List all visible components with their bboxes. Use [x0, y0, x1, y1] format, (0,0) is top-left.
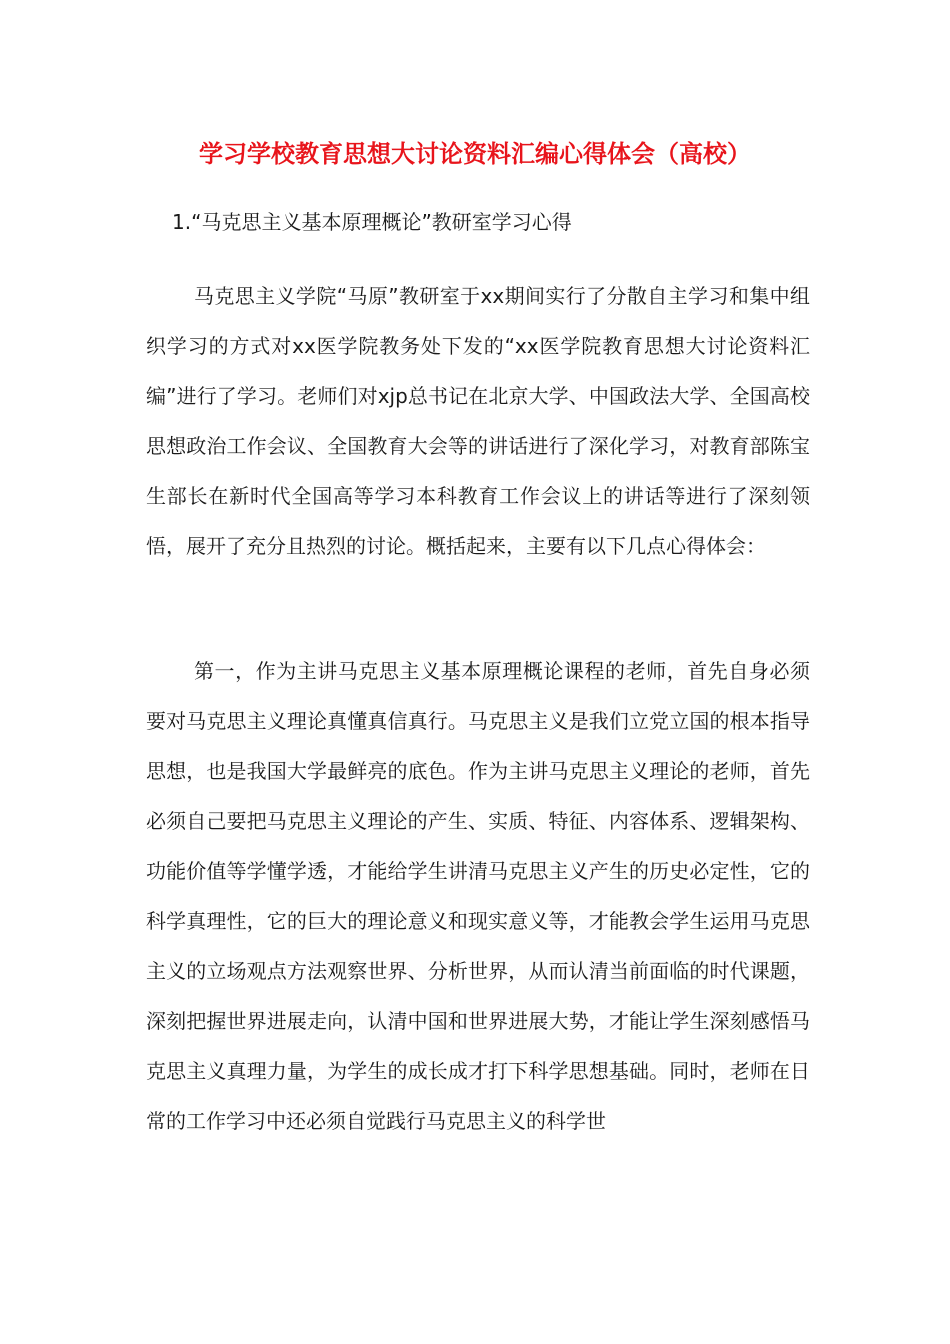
paragraph-first-point: 第一，作为主讲马克思主义基本原理概论课程的老师，首先自身必须要对马克思主义理论真懂真信真行。马克思主义是我们立党立国的根本指导思想，也是我国大学最鲜亮的底色。作为主讲马克思主义理论的老师，首先必须自己要把马克思主义理论的产生、实质、特征、内容体系、逻辑架构、功能价值等学懂学透，才能给学生讲清马克思主义产生的历史必定性，它的科学真理性，它的巨大的理论意义和现实意义等，才能教会学生运用马克思主义的立场观点方法观察世界、分析世界，从而认清当前面临的时代课题，深刻把握世界进展走向，认清中国和世界进展大势，才能让学生深刻感悟马克思主义真理力量，为学生的成长成才打下科学思想基础。同时，老师在日常的工作学习中还必须自觉践行马克思主义的科学世: [146, 659, 810, 1133]
section-heading: 1.“马克思主义基本原理概论”教研室学习心得: [172, 210, 572, 234]
paragraph-intro: 马克思主义学院“马原”教研室于xx期间实行了分散自主学习和集中组织学习的方式对xx医学院教务处下发的“xx医学院教育思想大讨论资料汇编”进行了学习。老师们对xjp总书记在北京大学、中国政法大学、全国高校思想政治工作会议、全国教育大会等的讲话进行了深化学习，对教育部陈宝生部长在新时代全国高等学习本科教育工作会议上的讲话等进行了深刻领悟，展开了充分且热烈的讨论。概括起来，主要有以下几点心得体会：: [146, 284, 810, 558]
document-title: 学习学校教育思想大讨论资料汇编心得体会（高校）: [199, 140, 751, 168]
